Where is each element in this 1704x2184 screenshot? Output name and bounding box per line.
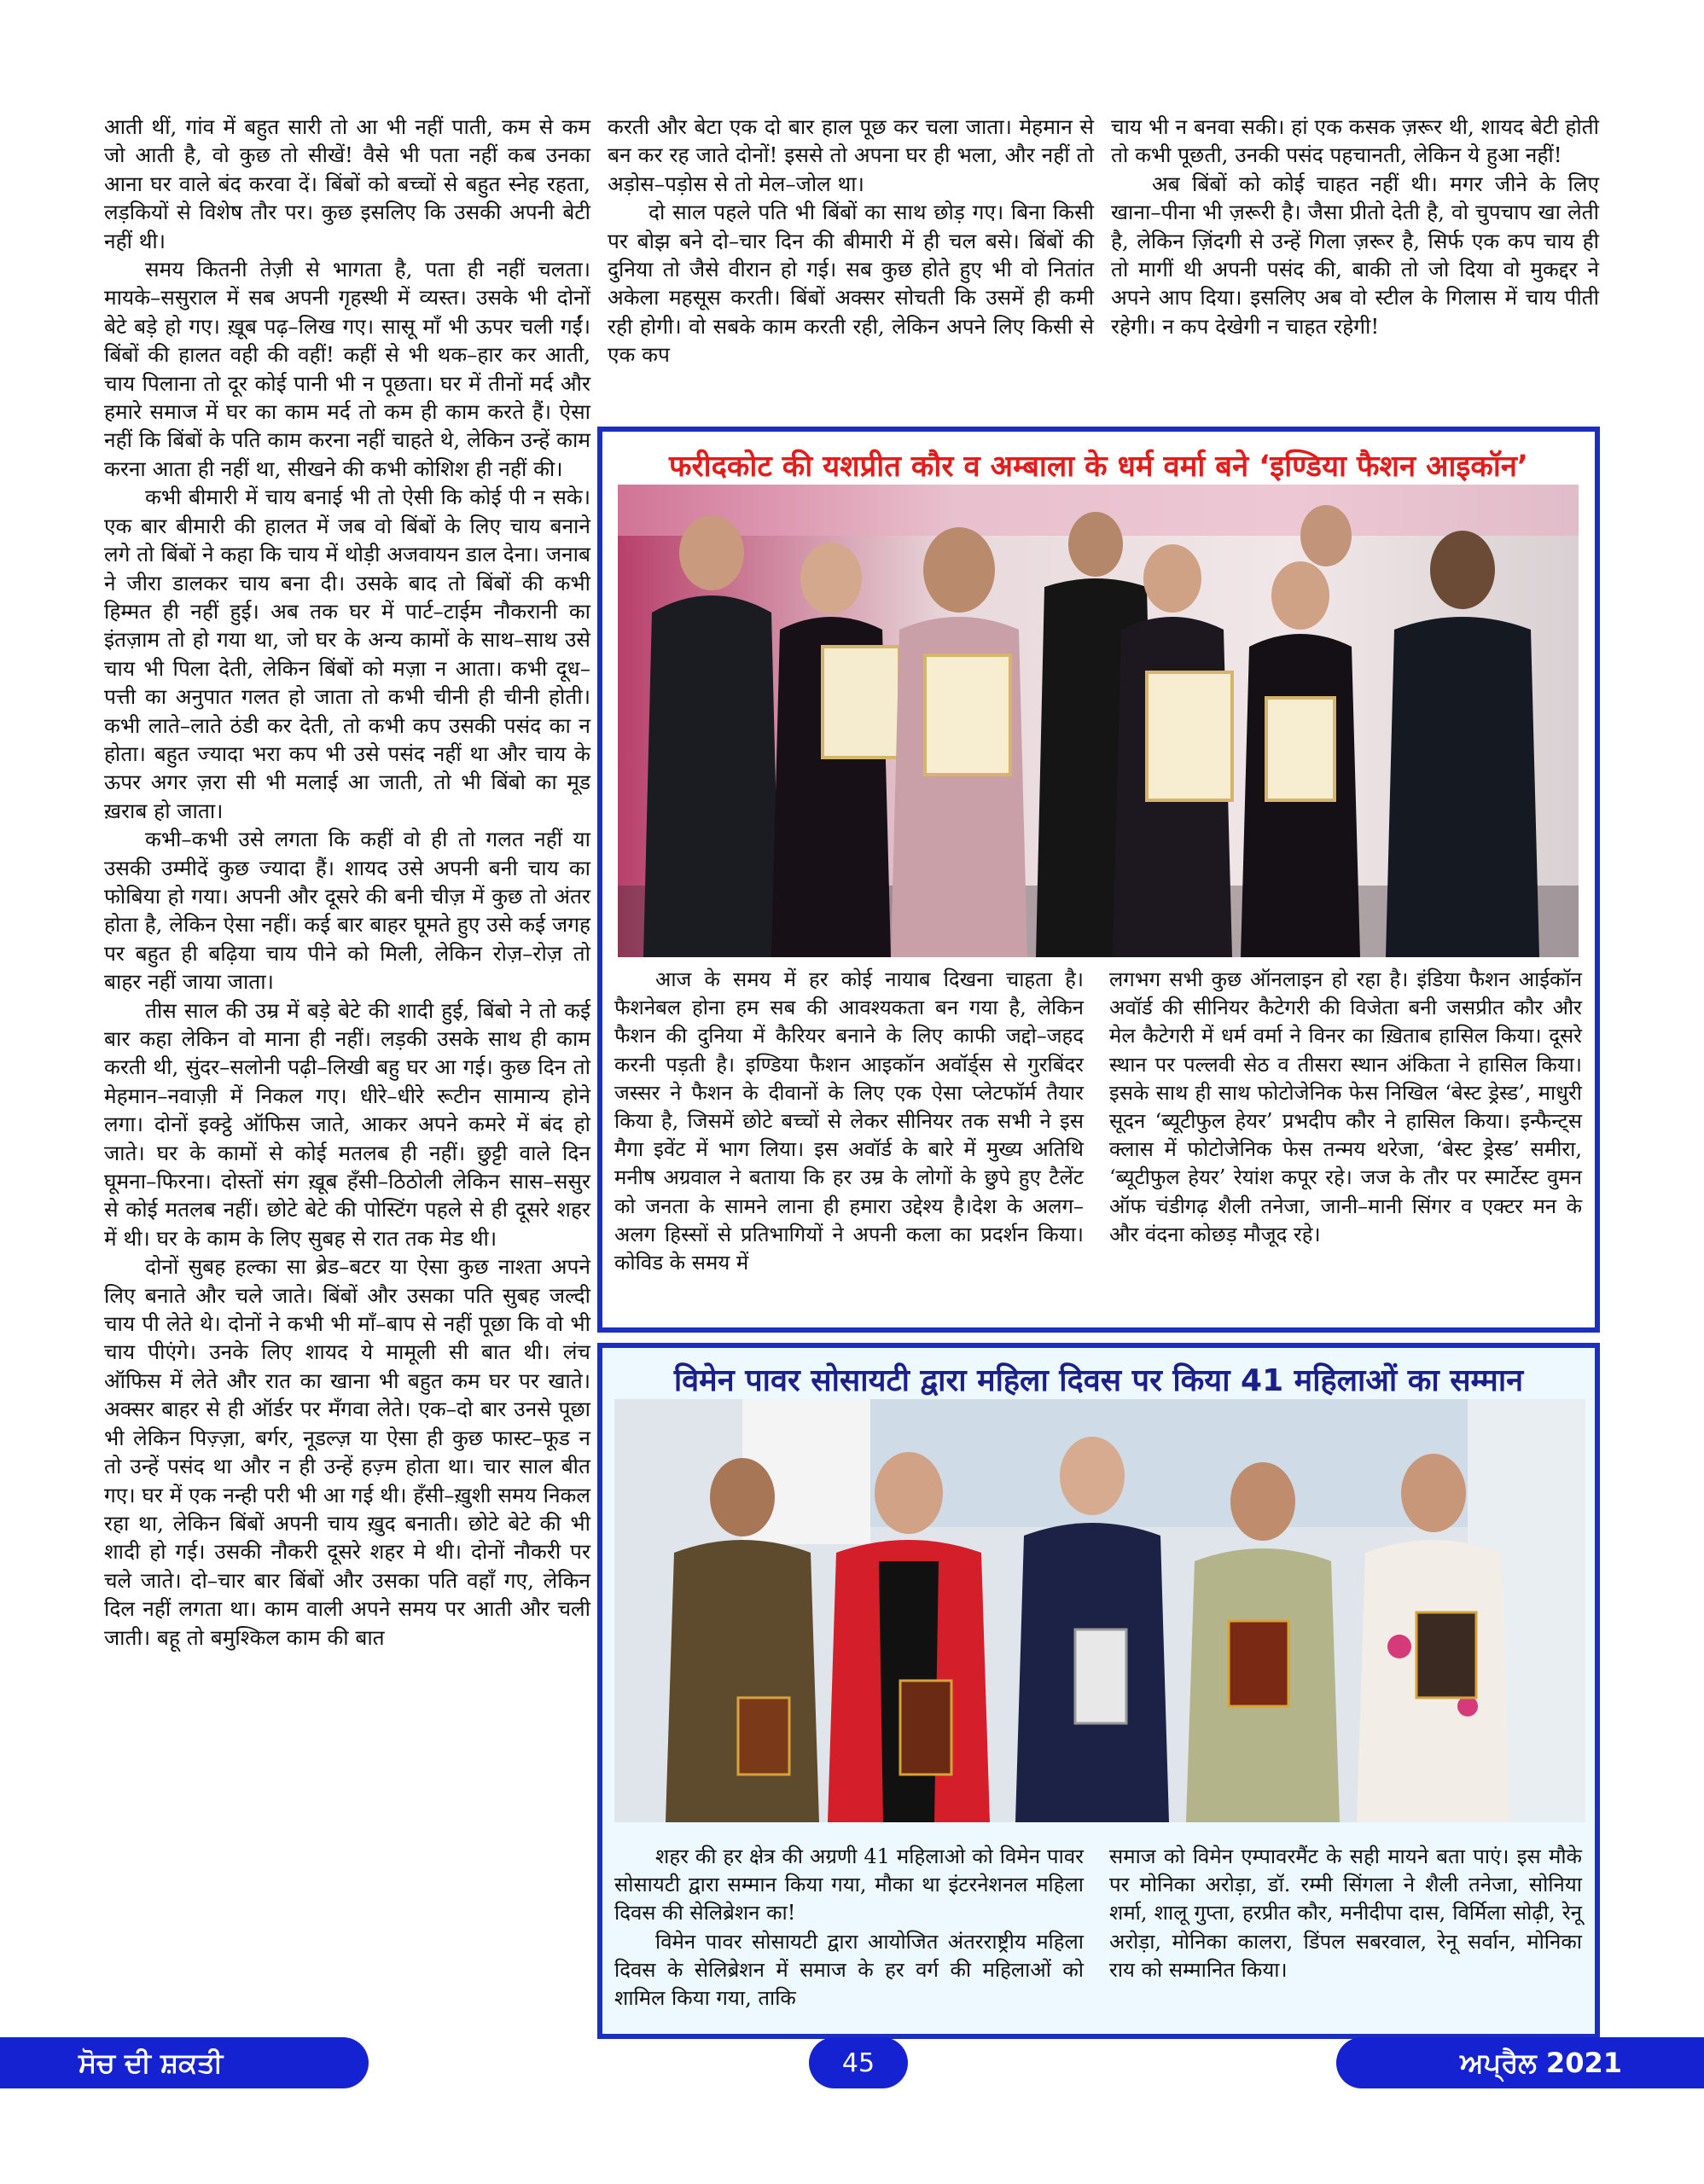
caption-paragraph: शहर की हर क्षेत्र की अग्रणी 41 महिलाओ को विमेन पावर सोसायटी द्वारा सम्मान किया गया, मौका था इंटरनेशनल महिला दिवस की सेलिब्रेशन का! bbox=[614, 1844, 1084, 1926]
news-headline: विमेन पावर सोसायटी द्वारा महिला दिवस पर किया 41 महिलाओं का सम्मान bbox=[673, 1363, 1524, 1398]
paragraph: समय कितनी तेज़ी से भागता है, पता ही नहीं चलता। मायके–ससुराल में सब अपनी गृहस्थी में व्यस्त। उसके भी दोनों बेटे बड़े हो गए। ख़ूब पढ़–लिख गए। सासू माँ भी ऊपर चली गईं। बिंबों की हालत वही की वहीं! कहीं से भी थक–हार कर आती, चाय पिलाना तो दूर कोई पानी भी न पूछता। घर में तीनों मर्द और हमारे समाज में घर का काम मर्द तो कम ही काम करते हैं। ऐसा नहीं कि बिंबों के पति काम करना नहीं चाहते थे, लेकिन उन्हें काम करना आता ही नहीं था, सीखने की कभी कोशिश ही नहीं की। bbox=[104, 257, 590, 481]
article-column-1 bbox=[104, 113, 590, 1652]
article-column-2 bbox=[608, 113, 1094, 369]
caption-column-left bbox=[614, 966, 1084, 1277]
paragraph: दो साल पहले पति भी बिंबों का साथ छोड़ गए। बिना किसी पर बोझ बने दो–चार दिन की बीमारी में ही चल बसे। बिंबों की दुनिया तो जैसे वीरान हो गई। सब कुछ होते हुए भी वो नितांत अकेला महसूस करती। बिंबों अक्सर सोचती कि उसमें ही कमी रही होगी। वो सबके काम करती रही, लेकिन अपने लिए किसी से एक कप bbox=[608, 200, 1094, 368]
article-column-3 bbox=[1111, 113, 1599, 340]
caption-paragraph: समाज को विमेन एम्पावरमैंट के सही मायने बता पाएं। इस मौके पर मोनिका अरोड़ा, डॉ. रम्मी सिंगला ने शैली तनेजा, सोनिया शर्मा, शालू गुप्ता, हरप्रीत कौर, मनीदीपा दास, विर्मिला सोढ़ी, रेनू अरोड़ा, मोनिका कालरा, डिंपल सबरवाल, रेनू सर्वान, मोनिका राय को सम्मानित किया। bbox=[1109, 1844, 1582, 1982]
page-number: 45 bbox=[841, 2048, 875, 2078]
paragraph: कभी–कभी उसे लगता कि कहीं वो ही तो गलत नहीं या उसकी उम्मीदें कुछ ज्यादा हैं। शायद उसे अपनी बनी चाय का फोबिया हो गया। अपनी और दूसरे की बनी चीज़ में कुछ तो अंतर होता है, लेकिन ऐसा नहीं। कई बार बाहर घूमते हुए उसे कई जगह पर बहुत ही बढ़िया चाय पीने को मिली, लेकिन रोज़–रोज़ तो बाहर नहीं जाया जाता। bbox=[104, 827, 590, 995]
caption-column-right bbox=[1109, 966, 1582, 1249]
paragraph: चाय भी न बनवा सकी। हां एक कसक ज़रूर थी, शायद बेटी होती तो कभी पूछती, उनकी पसंद पहचानती, लेकिन ये हुआ नहीं! bbox=[1111, 114, 1599, 168]
women-honoured-photo bbox=[614, 1399, 1585, 1822]
caption-paragraph: लगभग सभी कुछ ऑनलाइन हो रहा है। इंडिया फैशन आईकॉन अवॉर्ड की सीनियर कैटेगरी की विजेता बनी जसप्रीत कौर और मेल कैटेगरी में धर्म वर्मा ने विनर का ख़िताब हासिल किया। दूसरे स्थान पर पल्लवी सेठ व तीसरा स्थान अंकिता ने हासिल किया। इसके साथ ही साथ फोटोजेनिक फेस निखिल ‘बेस्ट ड्रेस्ड’, माधुरी सूदन ‘ब्यूटीफुल हेयर’ प्रभदीप कौर ने हासिल किया। इन्फैन्ट्स क्लास में फोटोजेनिक फेस तन्मय थरेजा, ‘बेस्ट ड्रेस्ड’ समीरा, ‘ब्यूटीफुल हेयर’ रेयांश कपूर रहे। जज के तौर पर स्मार्टेस्ट वुमन ऑफ चंडीगढ़ शैली तनेजा, जानी–मानी सिंगर व एक्टर मन के और वंदना कोछड़ मौजूद रहे। bbox=[1109, 967, 1582, 1246]
paragraph: दोनों सुबह हल्का सा ब्रेड–बटर या ऐसा कुछ नाश्ता अपने लिए बनाते और चले जाते। बिंबों और उसका पति सुबह जल्दी चाय पी लेते थे। दोनों ने कभी भी माँ–बाप से नहीं पूछा कि वो भी चाय पीएंगे। उनके लिए शायद ये मामूली सी बात थी। लंच ऑफिस में लेते और रात का खाना भी बहुत कम घर पर खाते। अक्सर बाहर से ही ऑर्डर पर मँगवा लेते। एक–दो बार उनसे पूछा भी लेकिन पिज़्ज़ा, बर्गर, नूडल्ज़ या ऐसा ही कुछ फास्ट–फूड न तो उन्हें पसंद था और न ही उन्हें हज़्म होता था। चार साल बीत गए। घर में एक नन्ही परी भी आ गई थी। हँसी–ख़ुशी समय निकल रहा था, लेकिन बिंबों अपनी चाय ख़ुद बनाती। छोटे बेटे की भी शादी हो गई। उसकी नौकरी दूसरे शहर मे थी। दोनों नौकरी पर चले जाते। दो–चार बार बिंबों और उसका पति वहाँ गए, लेकिन दिल नहीं लगता था। काम वाली अपने समय पर आती और चली जाती। बहू तो बमुश्किल काम की बात bbox=[104, 1254, 590, 1650]
paragraph: अब बिंबों को कोई चाहत नहीं थी। मगर जीने के लिए खाना–पीना भी ज़रूरी है। जैसा प्रीतो देती है, वो चुपचाप खा लेती है, लेकिन ज़िंदगी से उन्हें गिला ज़रूर है, सिर्फ एक कप चाय ही तो मागीं थी अपनी पसंद की, बाकी तो जो दिया वो मुकद्दर ने अपने आप दिया। इसलिए अब वो स्टील के गिलास में चाय पीती रहेगी। न कप देखेगी न चाहत रहेगी! bbox=[1111, 171, 1599, 339]
magazine-name: ਸੋਚ ਦੀ ਸ਼ਕਤੀ bbox=[79, 2046, 224, 2079]
footer-magazine-name bbox=[0, 2037, 369, 2088]
paragraph: आती थीं, गांव में बहुत सारी तो आ भी नहीं पाती, कम से कम जो आती है, वो कुछ तो सीखें! वैसे भी पता नहीं कब उनका आना घर वाले बंद करवा दें। बिंबों को बच्चों से बहुत स्नेह रहता, लड़कियों से विशेष तौर पर। कुछ इसलिए कि उसकी अपनी बेटी नहीं थी। bbox=[104, 114, 590, 253]
paragraph: तीस साल की उम्र में बड़े बेटे की शादी हुई, बिंबो ने तो कई बार कहा लेकिन वो माना ही नहीं। लड़की उसके साथ ही काम करती थी, सुंदर–सलोनी पढ़ी–लिखी बहु घर आ गई। कुछ दिन तो मेहमान–नवाज़ी में निकल गए। धीरे–धीरे रूटीन सामान्य होने लगा। दोनों इक्ट्ठे ऑफिस जाते, आकर अपने कमरे में बंद हो जाते। घर के कामों से कोई मतलब ही नहीं। छुट्टी वाले दिन घूमना–फिरना। दोस्तों संग ख़ूब हँसी–ठिठोली लेकिन सास–ससुर से कोई मतलब नहीं। छोटे बेटे की पोस्टिंग पहले से ही दूसरे शहर में थी। घर के काम के लिए सुबह से रात तक मेड थी। bbox=[104, 997, 590, 1251]
award-ceremony-photo bbox=[618, 485, 1579, 957]
paragraph: करती और बेटा एक दो बार हाल पूछ कर चला जाता। मेहमान से बन कर रह जाते दोनों! इससे तो अपना घर ही भला, और नहीं तो अड़ोस–पड़ोस से तो मेल–जोल था। bbox=[608, 114, 1094, 196]
paragraph: कभी बीमारी में चाय बनाई भी तो ऐसी कि कोई पी न सके। एक बार बीमारी की हालत में जब वो बिंबों के लिए चाय बनाने लगे तो बिंबों ने कहा कि चाय में थोड़ी अजवायन डाल देना। जनाब ने जीरा डालकर चाय बना दी। उसके बाद तो बिंबों की कभी हिम्मत ही नहीं हुई। अब तक घर में पार्ट–टाईम नौकरानी का इंतज़ाम तो हो गया था, जो घर के अन्य कामों के साथ–साथ उसे चाय भी पिला देती, लेकिन बिंबों को मज़ा न आता। कभी दूध–पत्ती का अनुपात गलत हो जाता तो कभी चीनी ही चीनी होती। कभी लाते–लाते ठंडी कर देती, तो कभी कप उसकी पसंद का न होता। बहुत ज्यादा भरा कप भी उसे पसंद नहीं था और चाय के ऊपर अगर ज़रा सी भी मलाई आ जाती, तो भी बिंबो का मूड ख़राब हो जाता। bbox=[104, 485, 590, 823]
footer-page-number bbox=[809, 2037, 908, 2088]
news-headline: फरीदकोट की यशप्रीत कौर व अम्बाला के धर्म वर्मा बने ‘इण्डिया फैशन आइकॉन’ bbox=[668, 450, 1529, 484]
caption-paragraph: विमेन पावर सोसायटी द्वारा आयोजित अंतरराष्ट्रीय महिला दिवस के सेलिब्रेशन में समाज के हर वर्ग की महिलाओं को शामिल किया गया, ताकि bbox=[614, 1929, 1084, 2011]
issue-date: ਅਪ੍ਰੈਲ 2021 bbox=[1460, 2046, 1622, 2079]
caption-column-right bbox=[1109, 1843, 1582, 1984]
caption-paragraph: आज के समय में हर कोई नायाब दिखना चाहता है। फैशनेबल होना हम सब की आवश्यकता बन गया है, लेकिन फैशन की दुनिया में कैरियर बनाने के लिए काफी जद्दो–जहद करनी पड़ती है। इण्डिया फैशन आइकॉन अवॉर्ड्स से गुरबिंदर जस्सर ने फैशन के दीवानों के लिए एक ऐसा प्लेटफॉर्म तैयार किया है, जिसमें छोटे बच्चों से लेकर सीनियर तक सभी ने इस मैगा इवेंट में भाग लिया। इस अवॉर्ड के बारे में मुख्य अतिथि मनीष अग्रवाल ने बताया कि हर उम्र के लोगों के छुपे हुए टैलेंट को जनता के सामने लाना ही हमारा उद्देश्य है।देश के अलग–अलग हिस्सों से प्रतिभागियों ने अपनी कला का प्रदर्शन किया। कोविड के समय में bbox=[614, 967, 1084, 1275]
fashion-icon-news-box bbox=[597, 427, 1600, 1333]
women-power-news-box bbox=[597, 1343, 1600, 2039]
caption-column-left bbox=[614, 1843, 1084, 2013]
footer-issue bbox=[1336, 2037, 1704, 2088]
